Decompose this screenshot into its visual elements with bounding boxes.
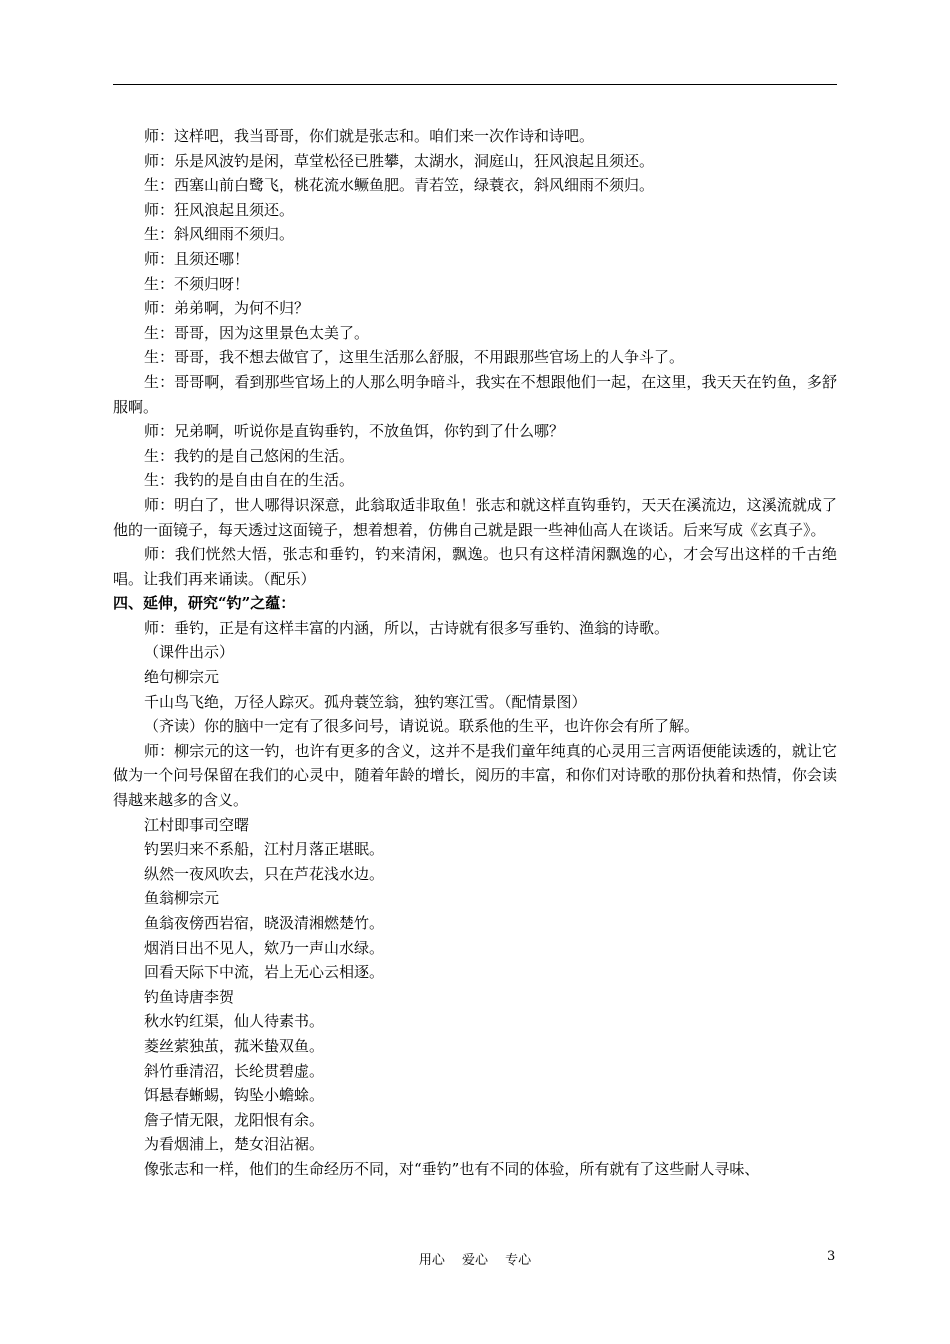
- poem-line: 烟消日出不见人，欸乃一声山水绿。: [144, 938, 385, 957]
- poem-line: 鱼翁夜傍西岩宿，晓汲清湘燃楚竹。: [144, 914, 385, 932]
- paragraph: 生：哥哥，因为这里景色太美了。: [144, 323, 370, 342]
- poem-line: 秋水钓红渠，仙人待素书。: [144, 1012, 325, 1031]
- poem-line: 回看天际下中流，岩上无心云相逐。: [144, 963, 385, 982]
- paragraph: 师：我们恍然大悟，张志和垂钓，钓来清闲，飘逸。也只有这样清闲飘逸的心，才会写出这样的千古绝唱。让我们再来诵读。（配乐）: [113, 545, 837, 588]
- paragraph: （齐读）你的脑中一定有了很多问号，请说说。联系他的生平，也许你会有所了解。: [144, 717, 700, 736]
- section-heading: 四、延伸，研究“钓”之蕴：: [113, 594, 296, 613]
- poem-line: 斜竹垂清沼，长纶贯碧虚。: [144, 1061, 325, 1080]
- paragraph: 生：斜风细雨不须归。: [144, 225, 295, 244]
- paragraph: 生：不须归呀！: [144, 274, 250, 293]
- poem-line: 菱丝萦独茧，菰米蛰双鱼。: [144, 1036, 325, 1055]
- poem-title: 绝句柳宗元: [144, 668, 220, 687]
- poem-line: 钓罢归来不系船，江村月落正堪眠。: [144, 840, 385, 859]
- paragraph: 生：哥哥，我不想去做官了，这里生活那么舒服，不用跟那些官场上的人争斗了。: [144, 348, 685, 367]
- poem-title: 钓鱼诗唐李贺: [144, 987, 235, 1006]
- header-rule: [113, 84, 837, 85]
- paragraph: 生：哥哥啊，看到那些官场上的人那么明争暗斗，我实在不想跟他们一起，在这里，我天天在钓鱼，多舒服啊。: [113, 372, 837, 416]
- paragraph: 师：兄弟啊，听说你是直钩垂钓，不放鱼饵，你钓到了什么哪？: [144, 422, 565, 441]
- poem-line: 纵然一夜风吹去，只在芦花浅水边。: [144, 864, 385, 883]
- paragraph: 师：这样吧，我当哥哥，你们就是张志和。咱们来一次作诗和诗吧。: [144, 127, 595, 145]
- footer-motto: 用心 爱心 专心: [418, 1253, 532, 1268]
- paragraph: 生：我钓的是自由自在的生活。: [144, 471, 355, 490]
- paragraph: （课件出示）: [144, 643, 235, 662]
- paragraph: 师：弟弟啊，为何不归？: [144, 299, 310, 318]
- paragraph: 生：我钓的是自己悠闲的生活。: [144, 446, 355, 465]
- poem-title: 江村即事司空曙: [144, 815, 250, 834]
- paragraph: 生：西塞山前白鹭飞，桃花流水鳜鱼肥。青若笠，绿蓑衣，斜风细雨不须归。: [144, 176, 655, 195]
- paragraph: 师：柳宗元的这一钓，也许有更多的含义，这并不是我们童年纯真的心灵用三言两语便能读透的，就让它做为一个问号保留在我们的心灵中，随着年龄的增长，阅历的丰富，和你们对诗歌的那份执着和热情，你会读得越来越多的含义。: [113, 741, 837, 810]
- poem-title: 鱼翁柳宗元: [144, 889, 220, 908]
- poem-line: 为看烟浦上，楚女泪沾裾。: [144, 1135, 325, 1154]
- document-body: [113, 124, 837, 1182]
- paragraph: 师：垂钓，正是有这样丰富的内涵，所以，古诗就有很多写垂钓、渔翁的诗歌。: [144, 618, 670, 637]
- poem-line: 詹子情无限，龙阳恨有余。: [144, 1110, 325, 1129]
- poem-line: 千山鸟飞绝，万径人踪灭。孤舟蓑笠翁，独钓寒江雪。（配情景图）: [144, 692, 587, 711]
- poem-line: 饵悬春蜥蜴，钩坠小蟾蜍。: [144, 1086, 325, 1105]
- paragraph: 师：明白了，世人哪得识深意，此翁取适非取鱼！张志和就这样直钩垂钓，天天在溪流边，这溪流就成了他的一面镜子，每天透过这面镜子，想着想着，仿佛自己就是跟一些神仙高人在谈话。后来写成《玄真子》。: [113, 495, 837, 539]
- paragraph: 师：乐是风波钓是闲，草堂松径已胜攀，太湖水，洞庭山，狂风浪起且须还。: [144, 151, 655, 170]
- paragraph: 师：狂风浪起且须还。: [144, 200, 295, 219]
- page-number: 3: [827, 1249, 836, 1264]
- paragraph: 师：且须还哪！: [144, 249, 250, 268]
- paragraph: 像张志和一样，他们的生命经历不同，对“垂钓”也有不同的体验，所有就有了这些耐人寻味、: [144, 1159, 760, 1178]
